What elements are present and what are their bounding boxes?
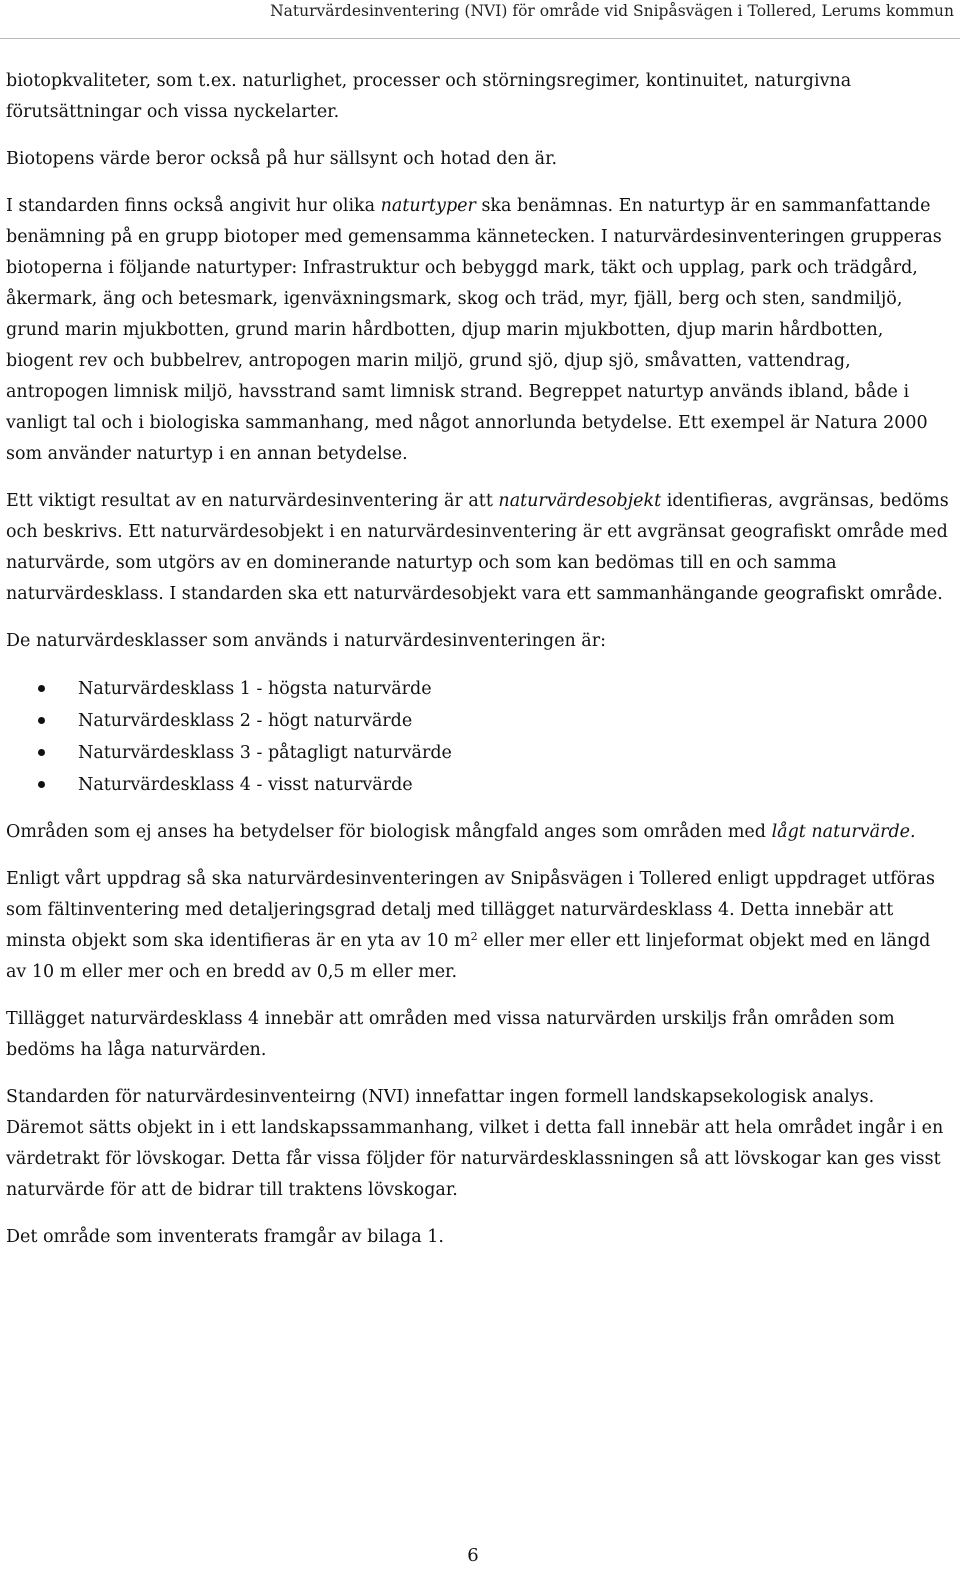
list-item-text: Naturvärdesklass 2 - högt naturvärde [78, 711, 413, 731]
paragraph-landscape-analysis: Standarden för naturvärdesinventeirng (NVI) innefattar ingen formell landskapsekologisk analys. Däremot sätts objekt in i ett landskapssammanhang, vilket i detta fall innebär att hela området ingår i en värdetrakt för lövskogar. Detta får vissa följder för naturvärdesklassningen så att lövskogar kan ges visst naturvärde för att de bidrar till traktens lövskogar. [6, 1087, 944, 1200]
paragraph-biotope-value: Biotopens värde beror också på hur sällsynt och hotad den är. [6, 149, 558, 169]
list-item [6, 737, 952, 769]
list-item-text: Naturvärdesklass 3 - påtagligt naturvärde [78, 743, 452, 763]
list-item [6, 705, 952, 737]
bullet-icon [38, 749, 45, 756]
body-text [6, 66, 952, 1269]
list-item-text: Naturvärdesklass 4 - visst naturvärde [78, 775, 413, 795]
paragraph-biotope-qualities: biotopkvaliteter, som t.ex. naturlighet, processer och störningsregimer, kontinuitet, naturgivna förutsättningar och vissa nyckelarter. [6, 71, 852, 122]
text-segment: eller mer eller ett linjeformat objekt med en längd av 10 m eller mer och en bredd av 0,5 m eller mer. [6, 931, 931, 982]
italic-term-naturtyper: naturtyper [380, 196, 476, 216]
italic-term-naturvardesobjekt: naturvärdesobjekt [498, 491, 662, 511]
paragraph-nature-types [6, 191, 952, 470]
bullet-icon [38, 717, 45, 724]
paragraph-nature-value-objects [6, 486, 952, 610]
paragraph-classes-intro: De naturvärdesklasser som används i naturvärdesinventeringen är: [6, 631, 606, 651]
nature-value-class-list [6, 673, 952, 801]
text-segment: Enligt vårt uppdrag så ska naturvärdesinventeringen av Snipåsvägen i Tollered enligt uppdraget utföras som fältinventering med detaljeringsgrad detalj med tillägget naturvärdesklass 4. Detta innebär att minsta objekt som ska identifieras är en yta av 10 m [6, 869, 935, 951]
italic-term-lagt-naturvarde: lågt naturvärde. [771, 822, 916, 842]
paragraph-low-value [6, 817, 952, 848]
list-item [6, 673, 952, 705]
list-item-text: Naturvärdesklass 1 - högsta naturvärde [78, 679, 432, 699]
header-divider [0, 38, 960, 39]
bullet-icon [38, 781, 45, 788]
paragraph-inventory-area: Det område som inventerats framgår av bilaga 1. [6, 1227, 444, 1247]
running-header: Naturvärdesinventering (NVI) för område vid Snipåsvägen i Tollered, Lerums kommun [270, 2, 954, 20]
text-segment: ska benämnas. En naturtyp är en sammanfattande benämning på en grupp biotoper med gemensamma kännetecken. I naturvärdesinventeringen grupperas biotoperna i följande naturtyper: Infrastruktur och bebyggd mark, täkt och upplag, park och trädgård, åkermark, äng och betesmark, igenväxningsmark, skog och träd, myr, fjäll, berg och sten, sandmiljö, grund marin mjukbotten, grund marin hårdbotten, djup marin mjukbotten, djup marin hårdbotten, biogent rev och bubbelrev, antropogen marin miljö, grund sjö, djup sjö, småvatten, vattendrag, antropogen limnisk miljö, havsstrand samt limnisk strand. Begreppet naturtyp används ibland, både i vanligt tal och i biologiska sammanhang, med något annorlunda betydelse. Ett exempel är Natura 2000 som använder naturtyp i en annan betydelse. [6, 196, 942, 464]
paragraph-assignment [6, 864, 952, 988]
superscript-squared: 2 [470, 930, 478, 943]
text-segment: I standarden finns också angivit hur olika [6, 196, 381, 216]
bullet-icon [38, 685, 45, 692]
text-segment: identifieras, avgränsas, bedöms och beskrivs. Ett naturvärdesobjekt i en naturvärdesinventering är ett avgränsat geografiskt område med naturvärde, som utgörs av en dominerande naturtyp och som kan bedömas till en och samma naturvärdesklass. I standarden ska ett naturvärdesobjekt vara ett sammanhängande geografiskt område. [6, 491, 949, 604]
page-number: 6 [467, 1545, 479, 1566]
text-segment: Områden som ej anses ha betydelser för biologisk mångfald anges som områden med [6, 822, 772, 842]
list-item [6, 769, 952, 801]
paragraph-class-4-addition: Tillägget naturvärdesklass 4 innebär att områden med vissa naturvärden urskiljs från områden som bedöms ha låga naturvärden. [6, 1009, 895, 1060]
text-segment: Ett viktigt resultat av en naturvärdesinventering är att [6, 491, 499, 511]
